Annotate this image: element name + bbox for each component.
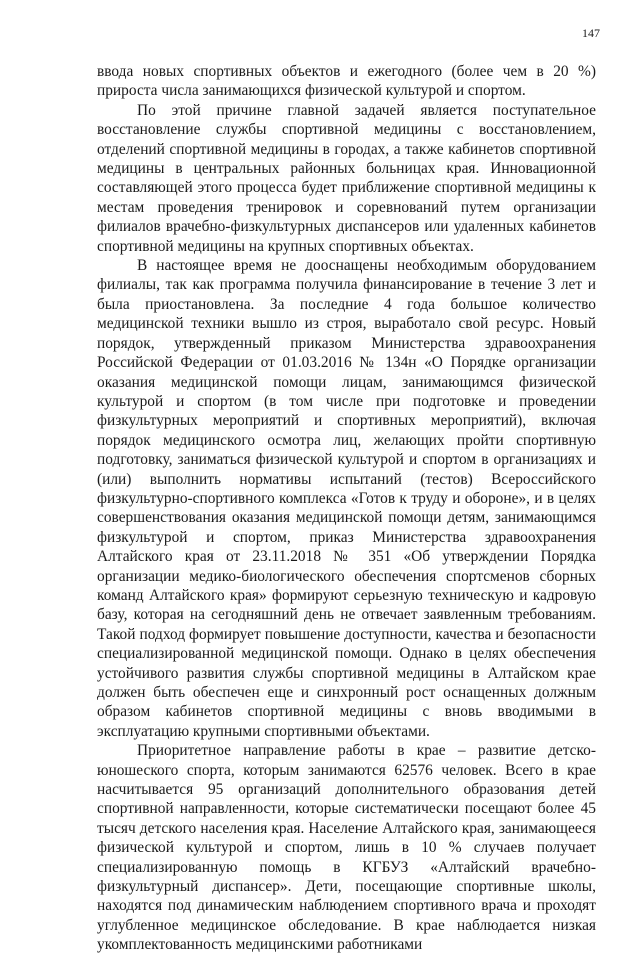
paragraph-equipment: В настоящее время не дооснащены необходимым оборудованием филиалы, так как программа получила финансирование в течение 3 лет и была приостановлена. За последние 4 года большое количество медицинской техники вышло из строя, выработало свой ресурс. Новый порядок, утвержденный приказом Министерства здравоохранения Российской Федерации от 01.03.2016 № 134н «О Порядке организации оказания медицинской помощи лицам, занимающимся физической культурой и спортом (в том числе при подготовке и проведении физкультурных мероприятий и спортивных мероприятий), включая порядок медицинского осмотра лиц, желающих пройти спортивную подготовку, заниматься физической культурой и спортом в организациях и (или) выполнить нормативы испытаний (тестов) Всероссийского физкультурно-спортивного комплекса «Готов к труду и обороне», и в целях совершенствования оказания медицинской помощи детям, занимающимся физкультурой и спортом, приказ Министерства здравоохранения Алтайского края от 23.11.2018 № 351 «Об утверждении Порядка организации медико-биологического обеспечения спортсменов сборных команд Алтайского края» формируют серьезную техническую и кадровую базу, которая на сегодняшний день не отвечает заявленным требованиям. Такой подход формирует повышение доступности, качества и безопасности специализированной медицинской помощи. Однако в целях обеспечения устойчивого развития службы спортивной медицины в Алтайском крае должен быть обеспечен еще и синхронный рост оснащенных должным образом кабинетов спортивной медицины с вновь вводимыми в эксплуатацию крупными спортивными объектами. [97,257,596,740]
body-text [97,62,596,955]
paragraph-main-task: По этой причине главной задачей является поступательное восстановление службы спортивной медицины с восстановлением, отделений спортивной медицины в городах, а также кабинетов спортивной медицины в центральных районных больницах края. Инновационной составляющей этого процесса будет приближение спортивной медицины к местам проведения тренировок и соревнований путем организации филиалов врачебно-физкультурных диспансеров или удаленных кабинетов спортивной медицины на крупных спортивных объектах. [97,101,596,255]
page-number: 147 [582,26,600,40]
paragraph-youth-sport: Приоритетное направление работы в крае – развитие детско-юношеского спорта, которым занимаются 62576 человек. Всего в крае насчитывается 95 организаций дополнительного образования детей спортивной направленности, которые систематически посещают более 45 тысяч детского населения края. Население Алтайского края, занимающееся физической культурой и спортом, лишь в 10 % случаев получает специализированную помощь в КГБУЗ «Алтайский врачебно-физкультурный диспансер». Дети, посещающие спортивные школы, находятся под динамическим наблюдением спортивного врача и проходят углубленное медицинское обследование. В крае наблюдается низкая укомплектованность медицинскими работниками [97,742,596,954]
paragraph-continuation: ввода новых спортивных объектов и ежегодного (более чем в 20 %) прироста числа занимающихся физической культурой и спортом. [97,63,596,100]
